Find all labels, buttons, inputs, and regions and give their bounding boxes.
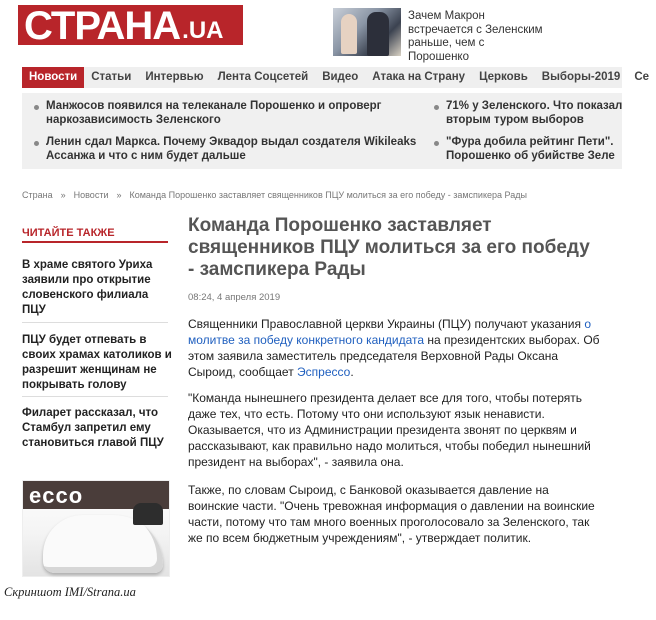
- ad-banner[interactable]: [22, 480, 170, 577]
- nav-item-interviews[interactable]: Интервью: [145, 71, 204, 83]
- article-date: 08:24, 4 апреля 2019: [188, 292, 281, 303]
- logo-domain-text: .UA: [182, 17, 224, 44]
- breadcrumb-separator: »: [60, 190, 66, 200]
- paragraph-text: .: [350, 365, 354, 379]
- top-news-strip: [22, 93, 622, 169]
- article-paragraph-2: "Команда нынешнего президента делает все для того, чтобы потерять даже тех, что есть. Потому что они используют язык ненависти. Оказывается, что из Администрации президента звонят по церквям и рассказывают, как правильно надо молиться, чтобы победил нынешний президент на выборах", - заявила она.: [188, 391, 591, 469]
- photo-figure: [367, 12, 389, 56]
- sidebar-item[interactable]: В храме святого Уриха заявили про открытие словенского филиала ПЦУ: [22, 259, 153, 316]
- nav-item-video[interactable]: Видео: [322, 71, 359, 83]
- top-news-item[interactable]: "Фура добила рейтинг Пети". Порошенко об убийстве Зеле: [432, 136, 646, 163]
- sidebar-title: ЧИТАЙТЕ ТАКЖЕ: [22, 227, 168, 243]
- nav-item-attack[interactable]: Атака на Страну: [372, 71, 466, 83]
- site-logo[interactable]: [18, 4, 243, 48]
- sidebar-item[interactable]: Филарет рассказал, что Стамбул запретил ему становиться главой ПЦУ: [22, 407, 164, 449]
- paragraph-text: Священники Православной церкви Украины (ПЦУ) получают указания: [188, 317, 585, 331]
- top-news-item[interactable]: Манжосов появился на телеканале Порошенко и опроверг наркозависимость Зеленского: [32, 100, 436, 127]
- article-link-espreso[interactable]: Эспрессо: [297, 365, 351, 379]
- article-link-prayer[interactable]: о молитве за победу конкретного кандидата: [188, 317, 591, 347]
- sidebar-divider: [22, 396, 168, 397]
- breadcrumb-current: Команда Порошенко заставляет священников ПЦУ молиться за его победу - замспикера Рады: [129, 190, 527, 200]
- image-caption: Скриншот IMI/Strana.ua: [4, 585, 136, 599]
- nav-item-more[interactable]: Се: [634, 71, 650, 83]
- top-news-item[interactable]: 71% у Зеленского. Что показал вторым туром выборов: [432, 100, 646, 127]
- breadcrumb-news[interactable]: Новости: [73, 190, 109, 200]
- main-nav: [22, 67, 650, 88]
- sidebar-item[interactable]: ПЦУ будет отпевать в своих храмах католиков и разрешит женщинам не покрывать голову: [22, 334, 172, 391]
- promo-link[interactable]: Зачем Макрон встречается с Зеленским раньше, чем с Порошенко: [408, 10, 543, 63]
- article-paragraph-3: Также, по словам Сыроид, с Банковой оказывается давление на воинские части. "Очень тревожная информация о давлении на воинские части, потому что там много военных проголосовало за Зеленского, так же по всем бюджетным учреждениям", - утверждает политик.: [188, 483, 595, 545]
- nav-item-church[interactable]: Церковь: [479, 71, 528, 83]
- top-news-item[interactable]: Ленин сдал Маркса. Почему Эквадор выдал создателя Wikileaks Ассанжа и что с ним будет дальше: [32, 136, 436, 163]
- sidebar-divider: [22, 322, 168, 323]
- ad-brand-logo: ecco: [29, 483, 84, 508]
- breadcrumb-separator: »: [116, 190, 122, 200]
- photo-icon: [341, 14, 357, 54]
- logo-main-text: СТРАНА: [24, 4, 181, 48]
- nav-item-elections[interactable]: Выборы-2019: [541, 71, 621, 83]
- shoe-heel: [133, 503, 163, 525]
- article-paragraph-1: [188, 316, 600, 380]
- paragraph-text: на президентских выборах. Об этом заявила заместитель председателя Верховной Рады Оксана Сыроид, сообщает: [188, 333, 600, 379]
- nav-item-social-feed[interactable]: Лента Соцсетей: [217, 71, 309, 83]
- promo-image[interactable]: [333, 8, 401, 56]
- nav-item-news[interactable]: Новости: [22, 67, 84, 88]
- nav-item-articles[interactable]: Статьи: [91, 71, 132, 83]
- article-title: Команда Порошенко заставляет священников ПЦУ молиться за его победу - замспикера Рады: [188, 215, 590, 280]
- breadcrumb-home[interactable]: Страна: [22, 190, 53, 200]
- breadcrumb: [22, 190, 527, 200]
